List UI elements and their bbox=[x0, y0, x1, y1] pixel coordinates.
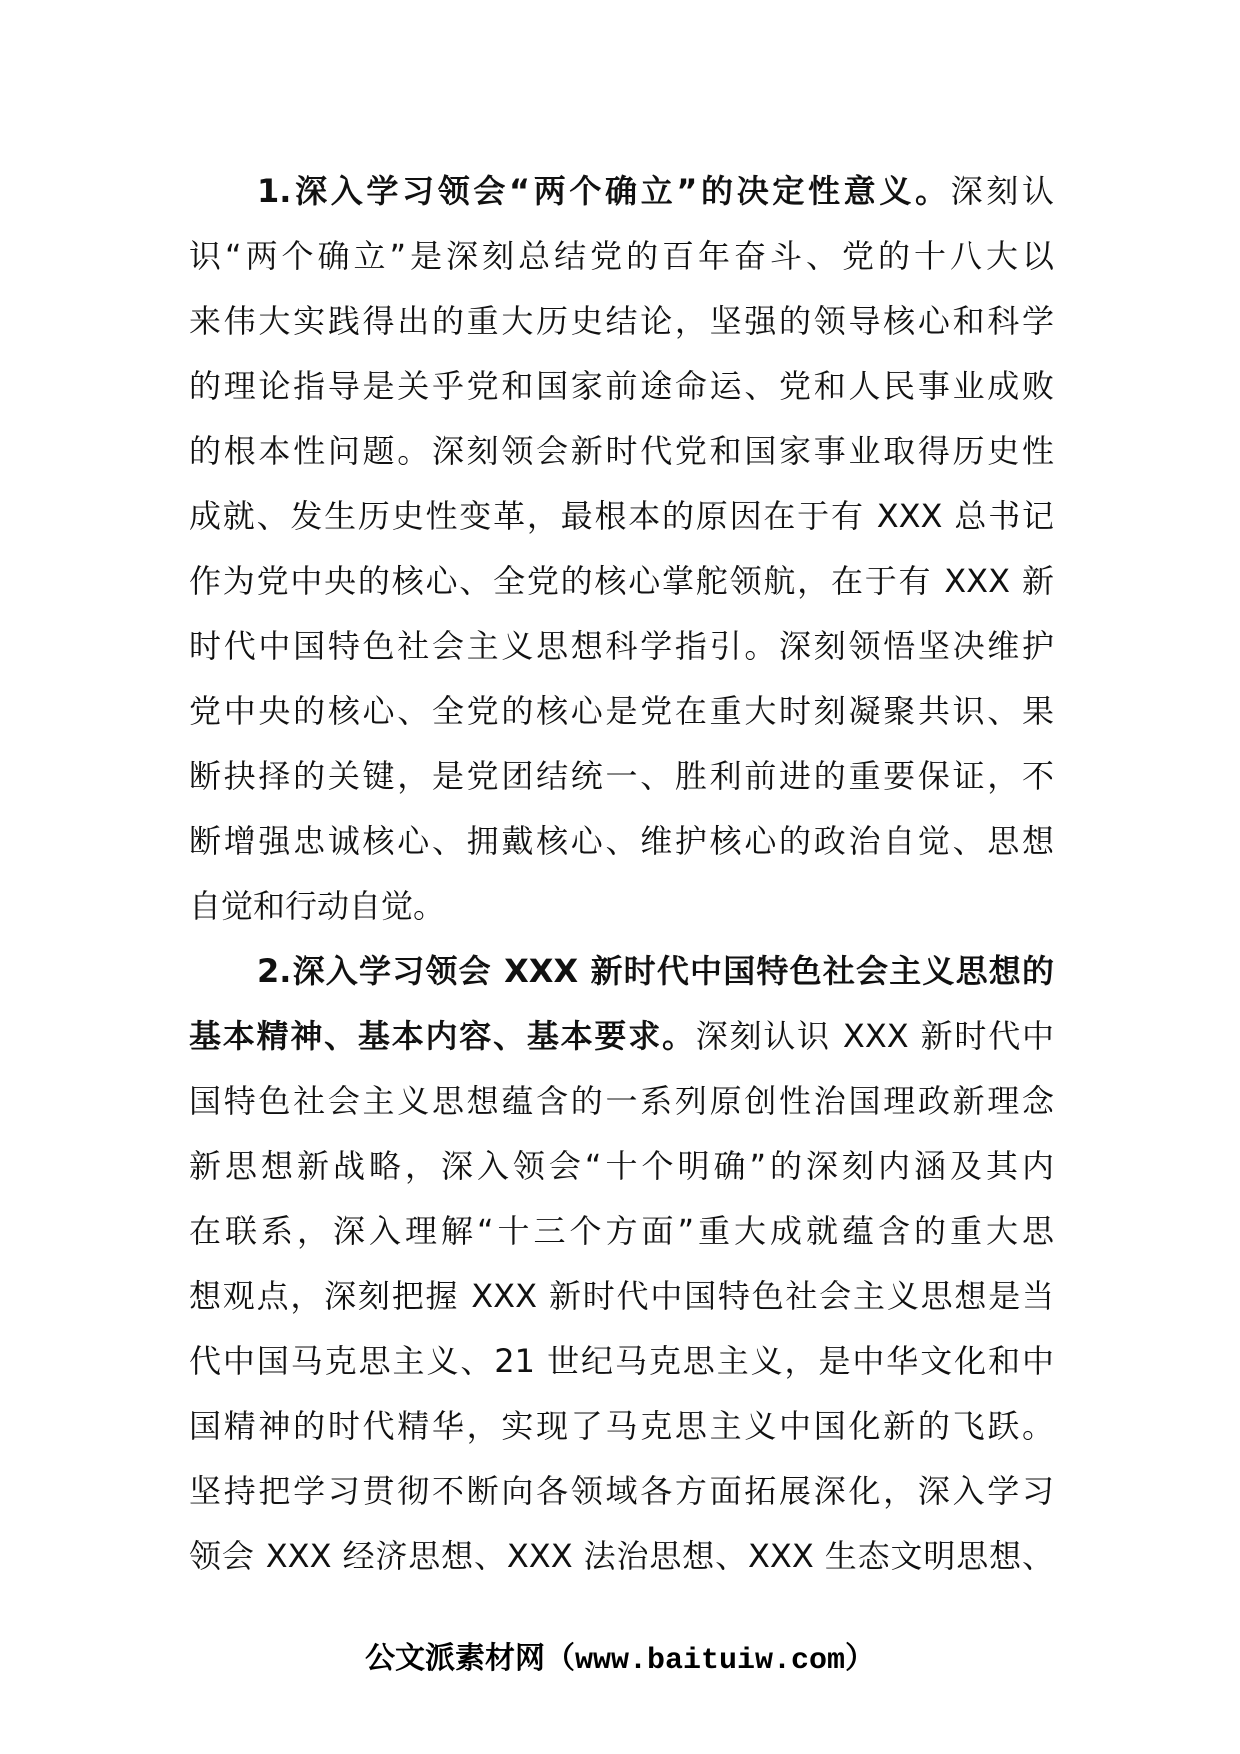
paragraph-heading: 1.深入学习领会“两个确立”的决定性意义。 bbox=[257, 172, 951, 210]
text-line: 新思想新战略，深入领会“十个明确”的深刻内涵及其内 bbox=[189, 1147, 1054, 1185]
paragraph bbox=[189, 159, 1054, 939]
text-line: 国特色社会主义思想蕴含的一系列原创性治国理政新理念 bbox=[189, 1082, 1054, 1120]
document-body bbox=[189, 159, 1054, 1589]
text-line: 国精神的时代精华，实现了马克思主义中国化新的飞跃。 bbox=[189, 1407, 1054, 1445]
text-line: 识“两个确立”是深刻总结党的百年奋斗、党的十八大以 bbox=[189, 237, 1054, 275]
text-line: 的理论指导是关乎党和国家前途命运、党和人民事业成败 bbox=[189, 367, 1054, 405]
footer-open-paren: （ bbox=[544, 1641, 575, 1676]
paragraph-heading: 基本精神、基本内容、基本要求。 bbox=[189, 1017, 696, 1055]
text-line: 在联系，深入理解“十三个方面”重大成就蕴含的重大思 bbox=[189, 1212, 1054, 1250]
page-footer bbox=[0, 1637, 1240, 1681]
text-line: 成就、发生历史性变革，最根本的原因在于有 XXX 总书记 bbox=[189, 497, 1054, 535]
footer-url: www.baituiw.com bbox=[574, 1644, 846, 1678]
text-line: 领会 XXX 经济思想、XXX 法治思想、XXX 生态文明思想、 bbox=[189, 1537, 1054, 1575]
text-line: 自觉和行动自觉。 bbox=[189, 887, 446, 925]
text-line: 党中央的核心、全党的核心是党在重大时刻凝聚共识、果 bbox=[189, 692, 1054, 730]
text-line bbox=[189, 1004, 1054, 1069]
text-line bbox=[189, 159, 1054, 224]
text-line: 的根本性问题。深刻领会新时代党和国家事业取得历史性 bbox=[189, 432, 1054, 470]
text-line: 作为党中央的核心、全党的核心掌舵领航，在于有 XXX 新 bbox=[189, 562, 1054, 600]
text-line bbox=[189, 939, 1054, 1004]
text-line: 断增强忠诚核心、拥戴核心、维护核心的政治自觉、思想 bbox=[189, 822, 1054, 860]
footer-site-name: 公文派素材网 bbox=[364, 1641, 545, 1676]
body-text: 深刻认 bbox=[950, 172, 1054, 210]
text-line: 时代中国特色社会主义思想科学指引。深刻领悟坚决维护 bbox=[189, 627, 1054, 665]
text-line: 坚持把学习贯彻不断向各领域各方面拓展深化，深入学习 bbox=[189, 1472, 1054, 1510]
text-line: 代中国马克思主义、21 世纪马克思主义，是中华文化和中 bbox=[189, 1342, 1054, 1380]
body-text: 深刻认识 XXX 新时代中 bbox=[695, 1017, 1054, 1055]
paragraph bbox=[189, 939, 1054, 1589]
text-line: 断抉择的关键，是党团结统一、胜利前进的重要保证，不 bbox=[189, 757, 1054, 795]
paragraph-heading: 2.深入学习领会 XXX 新时代中国特色社会主义思想的 bbox=[257, 952, 1054, 990]
text-line: 来伟大实践得出的重大历史结论，坚强的领导核心和科学 bbox=[189, 302, 1054, 340]
text-line: 想观点，深刻把握 XXX 新时代中国特色社会主义思想是当 bbox=[189, 1277, 1054, 1315]
footer-close-paren: ） bbox=[845, 1641, 876, 1676]
